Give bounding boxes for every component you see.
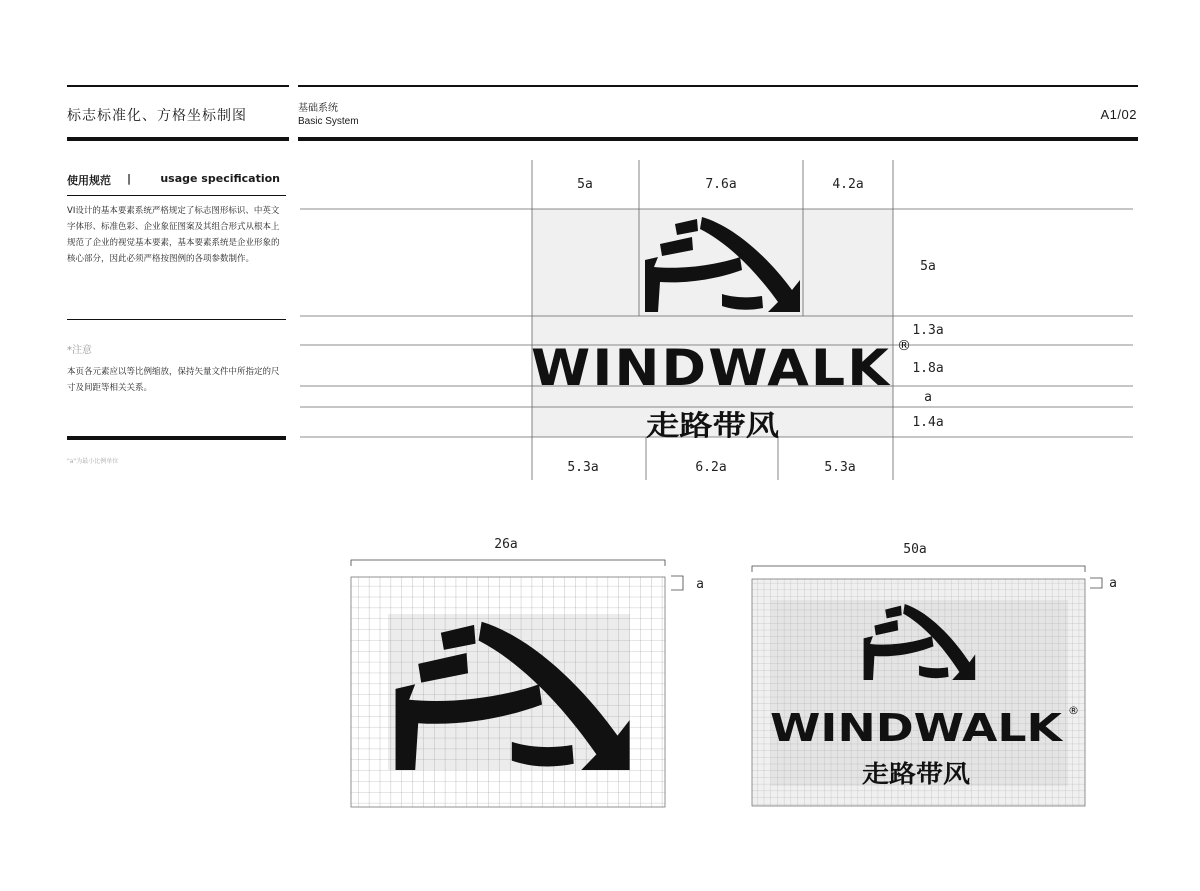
section-label-en: Basic System bbox=[298, 116, 359, 127]
grid-right-unit-label: a bbox=[1109, 576, 1117, 591]
grid-left-unit-bracket bbox=[671, 576, 683, 590]
dim-top-1: 5a bbox=[577, 177, 593, 192]
note-text: 本页各元素应以等比例缩放，保持矢量文件中所指定的尺寸及间距等相关关系。 bbox=[67, 367, 280, 393]
unit-footnote: "a"为最小比例单位 bbox=[67, 458, 119, 465]
dim-top-2: 7.6a bbox=[705, 177, 737, 192]
grid-left-width-label: 26a bbox=[494, 537, 518, 552]
grid-right-wordmark: WINDWALK bbox=[770, 706, 1064, 750]
grid-diagram-symbol bbox=[351, 537, 704, 807]
dim-top-3: 4.2a bbox=[832, 177, 864, 192]
usage-heading-cn: 使用规范 bbox=[67, 174, 111, 187]
dim-bottom-2: 6.2a bbox=[695, 460, 727, 475]
dim-right-4: a bbox=[924, 390, 932, 405]
usage-heading-divider: | bbox=[127, 172, 132, 185]
section-label-cn: 基础系统 bbox=[298, 103, 338, 114]
grid-right-width-bracket bbox=[752, 566, 1085, 572]
page-number: A1/02 bbox=[1100, 107, 1137, 122]
grid-right-registered-mark: ® bbox=[1068, 704, 1079, 717]
logo-wordmark: WINDWALK bbox=[531, 339, 892, 397]
page-title: 标志标准化、方格坐标制图 bbox=[67, 108, 247, 124]
dim-right-3: 1.8a bbox=[912, 361, 944, 376]
grid-right-width-label: 50a bbox=[903, 542, 927, 557]
grid-right-chinese-name: 走路带风 bbox=[862, 760, 970, 788]
usage-heading-en: usage specification bbox=[160, 172, 280, 185]
note-title: *注意 bbox=[67, 345, 92, 356]
logo-chinese-name: 走路带风 bbox=[646, 409, 779, 442]
grid-diagram-full-logo bbox=[752, 542, 1117, 806]
dim-bottom-3: 5.3a bbox=[824, 460, 856, 475]
registered-mark: ® bbox=[897, 338, 911, 354]
dim-right-1: 5a bbox=[920, 259, 936, 274]
dim-right-2: 1.3a bbox=[912, 323, 944, 338]
usage-description: VI设计的基本要素系统严格规定了标志图形标识、中英文字体形、标准色彩、企业象征图案及其组合形式从根本上规范了企业的视觉基本要素，基本要素系统是企业形象的核心部分，因此必须严格按图例的各项参数制作。 bbox=[67, 206, 280, 264]
dim-bottom-1: 5.3a bbox=[567, 460, 599, 475]
grid-left-width-bracket bbox=[351, 560, 665, 566]
grid-right-unit-bracket bbox=[1090, 578, 1102, 588]
top-construction-diagram bbox=[300, 160, 1133, 480]
dim-right-5: 1.4a bbox=[912, 415, 944, 430]
grid-left-unit-label: a bbox=[696, 577, 704, 592]
logo-bounding-panel bbox=[532, 209, 893, 437]
